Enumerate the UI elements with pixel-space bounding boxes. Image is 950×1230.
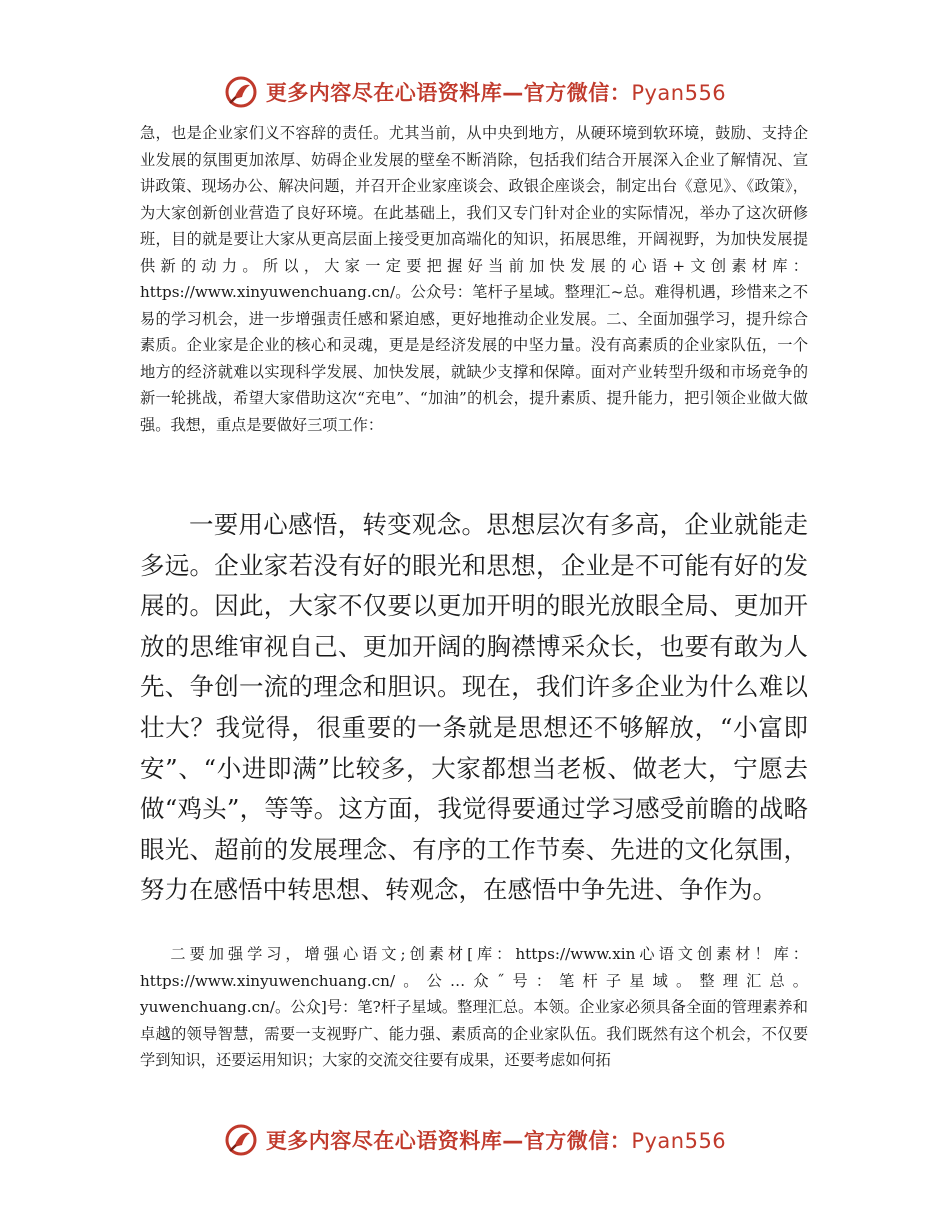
paragraph-1: 急，也是企业家们义不容辞的责任。尤其当前，从中央到地方，从硬环境到软环境，鼓励、支持企业发展的氛围更加浓厚、妨碍企业发展的壁垒不断消除，包括我们结合开展深入企业了解情况、宣讲政策、现场办公、解决问题，并召开企业家座谈会、政银企座谈会，制定出台《意见》、《政策》，为大家创新创业营造了良好环境。在此基础上，我们又专门针对企业的实际情况，举办了这次研修班，目的就是要让大家从更高层面上接受更加高端化的知识，拓展思维，开阔视野，为加快发展提供新的动力。所以，大家一定要把握好当前加快发展的心语+文创素材库：https://www.xinyuwenchuang.cn/。公众号：笔杆子星域。整理汇~总。难得机遇，珍惜来之不易的学习机会，进一步增强责任感和紧迫感，更好地推动企业发展。二、全面加强学习，提升综合素质。企业家是企业的核心和灵魂，更是是经济发展的中坚力量。没有高素质的企业家队伍，一个地方的经济就难以实现科学发展、加快发展，就缺少支撑和保障。面对产业转型升级和市场竞争的新一轮挑战，希望大家借助这次“充电”、“加油”的机会，提升素质、提升能力，把引领企业做大做强。我想，重点是要做好三项工作： [140,124,808,434]
logo-icon [224,75,258,109]
logo-icon [224,1123,258,1157]
paragraph-3: 二要加强学习，增强心语文;创素材[库：https://www.xin心语文创素材！库：https://www.xinyuwenchuang.cn/。公…众˝号：笔杆子星域。整理汇总。yuwenchuang.cn/。公众]号：笔?杆子星域。整理汇总。本领。企业家必须具备全面的管理素养和卓越的领导智慧，需要一支视野广、能力强、素质高的企业家队伍。我们既然有这个机会，不仅要学到知识，还要运用知识；大家的交流交往要有成果，还要考虑如何拓 [140,945,808,1069]
paragraph-2: 一要用心感悟，转变观念。思想层次有多高，企业就能走多远。企业家若没有好的眼光和思想，企业是不可能有好的发展的。因此，大家不仅要以更加开明的眼光放眼全局、更加开放的思维审视自己、更加开阔的胸襟博采众长，也要有敢为人先、争创一流的理念和胆识。现在，我们许多企业为什么难以壮大？我觉得，很重要的一条就是思想还不够解放，“小富即安”、“小进即满”比较多，大家都想当老板、做老大，宁愿去做“鸡头”，等等。这方面，我觉得要通过学习感受前瞻的战略眼光、超前的发展理念、有序的工作节奏、先进的文化氛围，努力在感悟中转思想、转观念，在感悟中争先进、争作为。 [140,510,808,905]
header-banner [0,72,950,112]
footer-banner [0,1120,950,1160]
banner-text: 更多内容尽在心语资料库—官方微信：Pyan556 [265,81,727,105]
banner-text: 更多内容尽在心语资料库—官方微信：Pyan556 [265,1129,727,1153]
